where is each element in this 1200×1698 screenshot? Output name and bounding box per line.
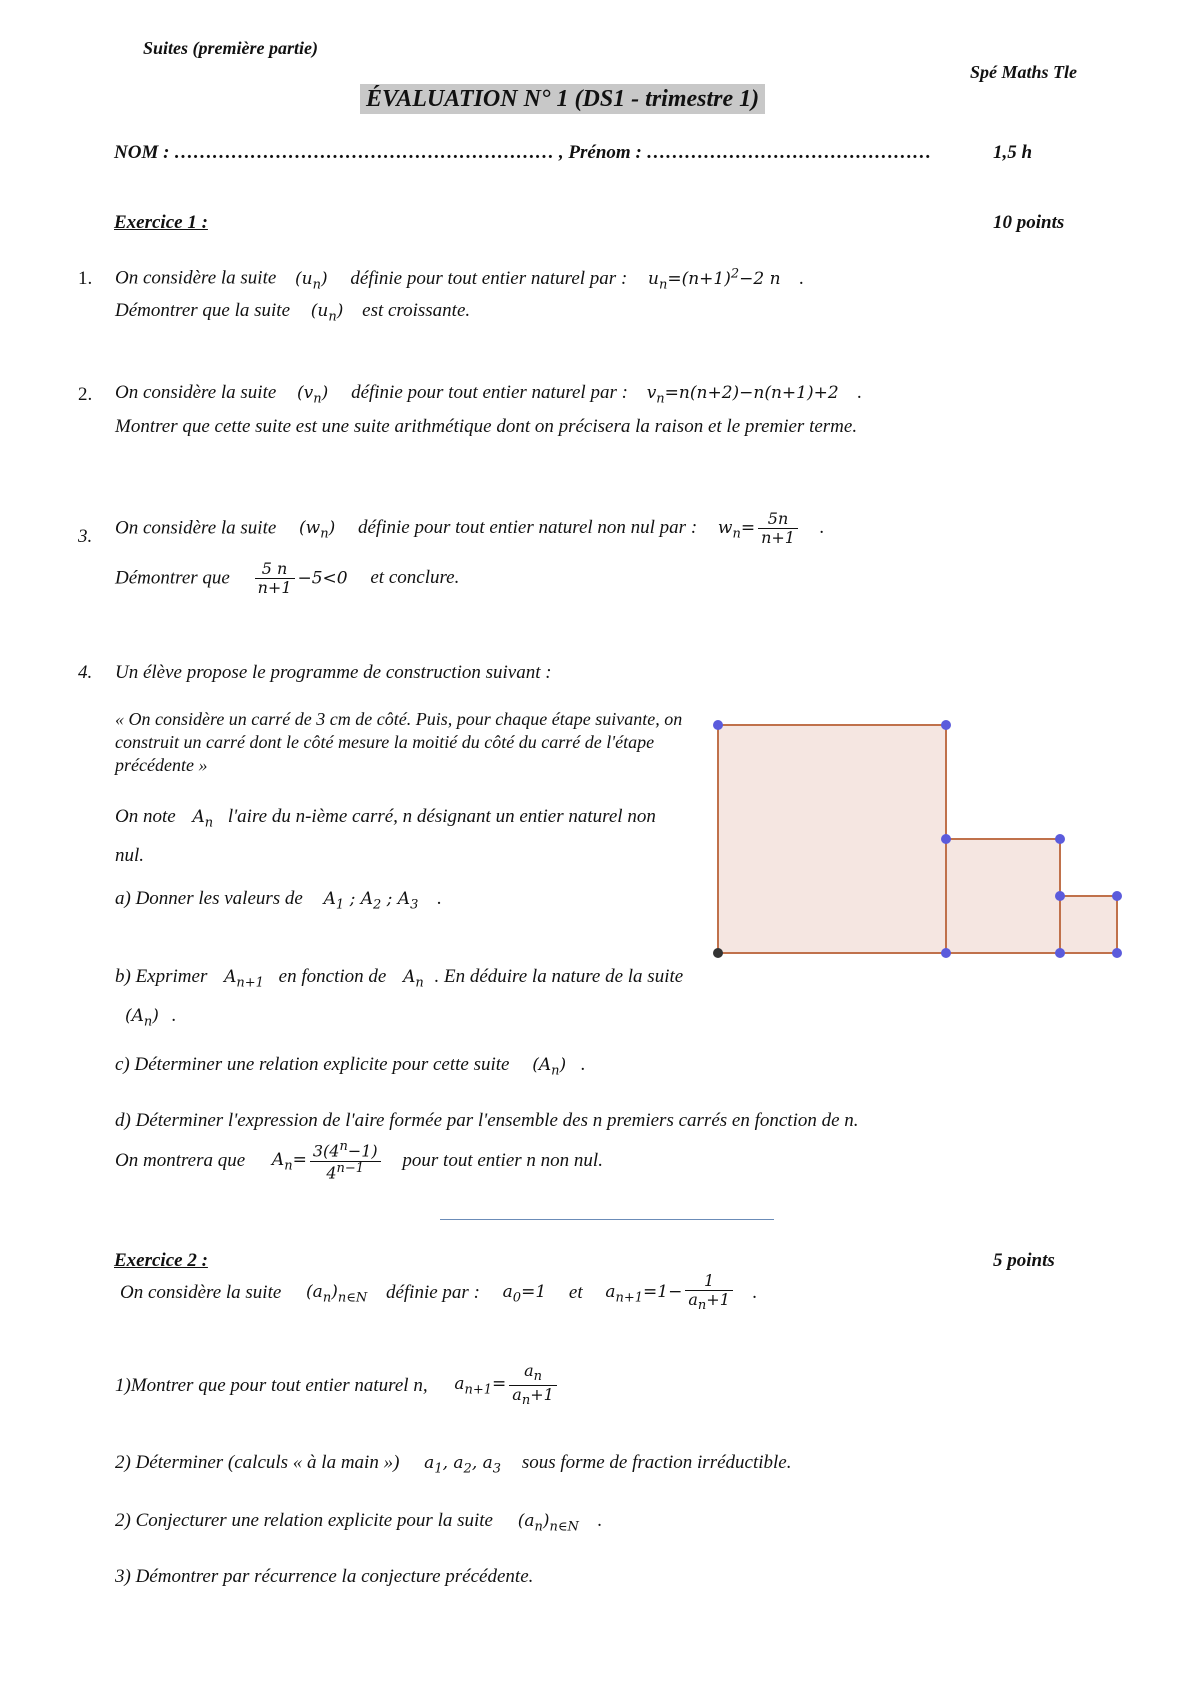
squares-figure [700,710,1140,970]
ex2-q2: 2) Déterminer (calculs « à la main ») $a_1$, $a_2$, $a_3$ sous forme de fraction irréductible. [115,1452,792,1477]
class-label: Spé Maths Tle [970,62,1078,82]
q2-line1: On considère la suite $(v_n)$ définie pour tout entier naturel par : $v_n=n(n+2)-n(n+1)+2$ . [115,382,863,407]
q4-number: 4. [78,662,93,683]
section-divider [440,1219,774,1220]
q1-number: 1. [78,268,93,289]
square-2 [946,839,1060,953]
q4d: d) Déterminer l'expression de l'aire formée par l'ensemble des n premiers carrés en fonction de n. [115,1110,859,1131]
page-title: ÉVALUATION N° 1 (DS1 - trimestre 1) [360,86,765,113]
ex2-definition: On considère la suite $(a_n)_{n\in N}$ définie par : $a_0=1$ et $a_{n+1}=1-$ $\frac{1}{a_n+1}$ . [120,1271,758,1314]
q2-number: 2. [78,384,93,405]
q1-line1: On considère la suite $(u_n)$ définie pour tout entier naturel par : $u_n=(n+1)^2-2$ n . [115,266,805,293]
vertex-point [941,720,951,730]
q4-note: On note $A_n$ l'aire du n-ième carré, n désignant un entier naturel non nul. [115,806,656,867]
q3-number: 3. [78,526,93,547]
vertex-point [1112,948,1122,958]
q4d-line2: On montrera que $A_n=$ $\frac{3(4^n-1)}{4^{n-1}}$ pour tout entier n non nul. [115,1139,603,1183]
construction-quote: « On considère un carré de 3 cm de côté. Puis, pour chaque étape suivante, on construit un carré dont le côté mesure la moitié du côté du carré de l'étape précédente » [115,709,683,775]
vertex-point [1112,891,1122,901]
q1-line2: Démontrer que la suite $(u_n)$ est croissante. [115,300,471,325]
vertex-point [1055,834,1065,844]
vertex-point [713,720,723,730]
q4a: a) Donner les valeurs de $A_1$ ; $A_2$ ; $A_3$ . [115,888,442,913]
square-3 [1060,896,1117,953]
square-1 [718,725,946,953]
vertex-point [1055,891,1065,901]
ex2-q3: 2) Conjecturer une relation explicite pour la suite $(a_n)_{n\in N}$ . [115,1510,603,1535]
q4c: c) Déterminer une relation explicite pour cette suite $(A_n)$ . [115,1054,586,1079]
vertex-point [1055,948,1065,958]
vertex-point [941,948,951,958]
duration: 1,5 h [993,142,1033,163]
chapter-title: Suites (première partie) [143,38,318,58]
exercise-2-heading: Exercice 2 : [114,1250,208,1271]
exercise-2-points: 5 points [993,1250,1055,1271]
ex2-q4: 3) Démontrer par récurrence la conjecture précédente. [115,1566,534,1587]
q4b: b) Exprimer $A_{n+1}$ en fonction de $A_n$ . En déduire la nature de la suite $(A_n)$ . [115,966,684,1030]
exercise-1-points: 10 points [993,212,1065,233]
q4-intro: Un élève propose le programme de construction suivant : [115,662,552,683]
q3-line1: On considère la suite $(w_n)$ définie pour tout entier naturel non nul par : $w_n=$ $\frac{5n}{n+1}$ . [115,509,825,548]
origin-point [713,948,723,958]
exercise-1-heading: Exercice 1 : [114,212,208,233]
q3-line2: Démontrer que $\frac{5 n}{n+1}$ −5<0 et conclure. [115,559,460,598]
vertex-point [941,834,951,844]
q2-line2: Montrer que cette suite est une suite arithmétique dont on précisera la raison et le premier terme. [115,416,858,437]
ex2-q1: 1)Montrer que pour tout entier naturel n, $a_{n+1}=$ $\frac{a_n}{a_n+1}$ [115,1362,560,1409]
name-line: NOM : …………………………………………………… , Prénom : ……………………………………… [114,142,932,163]
